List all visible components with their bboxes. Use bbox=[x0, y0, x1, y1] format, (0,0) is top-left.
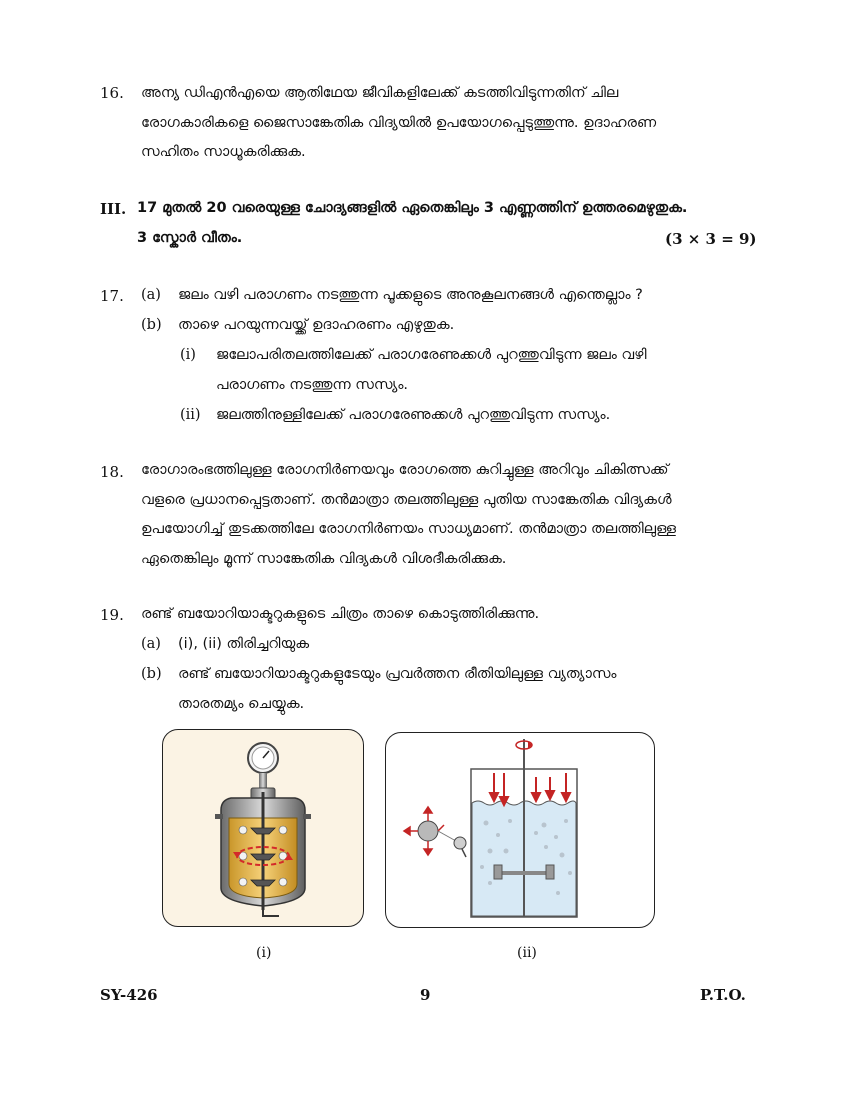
q17-b-ii-label: (ii) bbox=[180, 407, 201, 423]
bioreactor-figure-2 bbox=[385, 732, 655, 928]
section-3-score: 3 സ്കോർ വീതം. bbox=[137, 230, 243, 246]
q19-b-line-2: താരതമ്യം ചെയ്യുക. bbox=[178, 695, 305, 712]
q17-b-ii-text: ജലത്തിനുള്ളിലേക്ക് പരാഗരേണുക്കൾ പുറത്തുവിടുന്ന സസ്യം. bbox=[216, 407, 611, 423]
q18-line-1: രോഗാരംഭത്തിലുള്ള രോഗനിർണയവും രോഗത്തെ കുറിച്ചുള്ള അറിവും ചികിത്സക്ക് bbox=[141, 462, 669, 478]
q16-line-3: സഹിതം സാധൂകരിക്കുക. bbox=[141, 144, 306, 160]
question-18-text bbox=[141, 456, 716, 574]
q17-b-i-label: (i) bbox=[180, 347, 196, 363]
question-17-number: 17. bbox=[100, 287, 124, 305]
q17-a-text: ജലം വഴി പരാഗണം നടത്തുന്ന പൂക്കളുടെ അനുകൂലനങ്ങൾ എന്തെല്ലാം ? bbox=[178, 287, 643, 303]
question-16-text bbox=[141, 79, 716, 168]
paper-code: SY-426 bbox=[100, 986, 158, 1004]
q17-i-line-1: ജലോപരിതലത്തിലേക്ക് പരാഗരേണുക്കൾ പുറത്തുവിടുന്ന ജലം വഴി bbox=[216, 347, 647, 363]
q16-line-1: അന്യ ഡിഎൻഎയെ ആതിഥേയ ജീവികളിലേക്ക് കടത്തിവിടുന്നതിന് ചില bbox=[141, 85, 619, 101]
bioreactor-figure-1 bbox=[162, 729, 364, 927]
question-18-number: 18. bbox=[100, 463, 124, 481]
q18-line-2: വളരെ പ്രധാനപ്പെട്ടതാണ്. തൻമാത്രാ തലത്തിലുള്ള പുതിയ സാങ്കേതിക വിദ്യകൾ bbox=[141, 491, 672, 508]
figure-1-caption: (i) bbox=[256, 945, 272, 961]
please-turn-over: P.T.O. bbox=[700, 986, 746, 1004]
sparged-bioreactor-illustration bbox=[386, 733, 654, 927]
q17-b-text: താഴെ പറയുന്നവയ്ക്ക് ഉദാഹരണം എഴുതുക. bbox=[178, 317, 455, 333]
q18-line-3: ഉപയോഗിച്ച് തുടക്കത്തിലേ രോഗനിർണയം സാധ്യമാണ്. തൻമാത്രാ തലത്തിലുള്ള bbox=[141, 521, 677, 537]
section-3-marks: (3 × 3 = 9) bbox=[665, 230, 757, 248]
q19-a-label: (a) bbox=[141, 636, 161, 652]
q16-line-2: രോഗകാരികളെ ജൈസാങ്കേതിക വിദ്യയിൽ ഉപയോഗപ്പെടുത്തുന്നു. ഉദാഹരണ bbox=[141, 114, 657, 131]
section-3-instruction: 17 മുതൽ 20 വരെയുള്ള ചോദ്യങ്ങളിൽ ഏതെങ്കിലും 3 എണ്ണത്തിന് ഉത്തരമെഴുതുക. bbox=[137, 200, 688, 216]
figure-2-caption: (ii) bbox=[517, 945, 537, 961]
q19-b-label: (b) bbox=[141, 666, 162, 682]
q17-a-label: (a) bbox=[141, 287, 161, 303]
question-16-number: 16. bbox=[100, 84, 124, 102]
section-3-number: III. bbox=[100, 200, 127, 218]
q17-b-label: (b) bbox=[141, 317, 162, 333]
q17-i-line-2: പരാഗണം നടത്തുന്ന സസ്യം. bbox=[216, 376, 409, 393]
page-number: 9 bbox=[420, 986, 431, 1004]
stirred-tank-bioreactor-illustration bbox=[163, 730, 363, 926]
q19-b-text bbox=[178, 660, 716, 719]
q19-b-line-1: രണ്ട് ബയോറിയാക്ടറുകളുടേയും പ്രവർത്തന രീതിയിലുള്ള വ്യത്യാസം bbox=[178, 666, 617, 682]
question-19-number: 19. bbox=[100, 606, 124, 624]
q18-line-4: ഏതെങ്കിലും മൂന്ന് സാങ്കേതിക വിദ്യകൾ വിശദീകരിക്കുക. bbox=[141, 550, 507, 567]
q19-a-text: (i), (ii) തിരിച്ചറിയുക bbox=[178, 636, 310, 652]
q19-intro: രണ്ട് ബയോറിയാക്ടറുകളുടെ ചിത്രം താഴെ കൊടുത്തിരിക്കുന്നു. bbox=[141, 606, 540, 622]
q17-b-i-text bbox=[216, 341, 716, 400]
